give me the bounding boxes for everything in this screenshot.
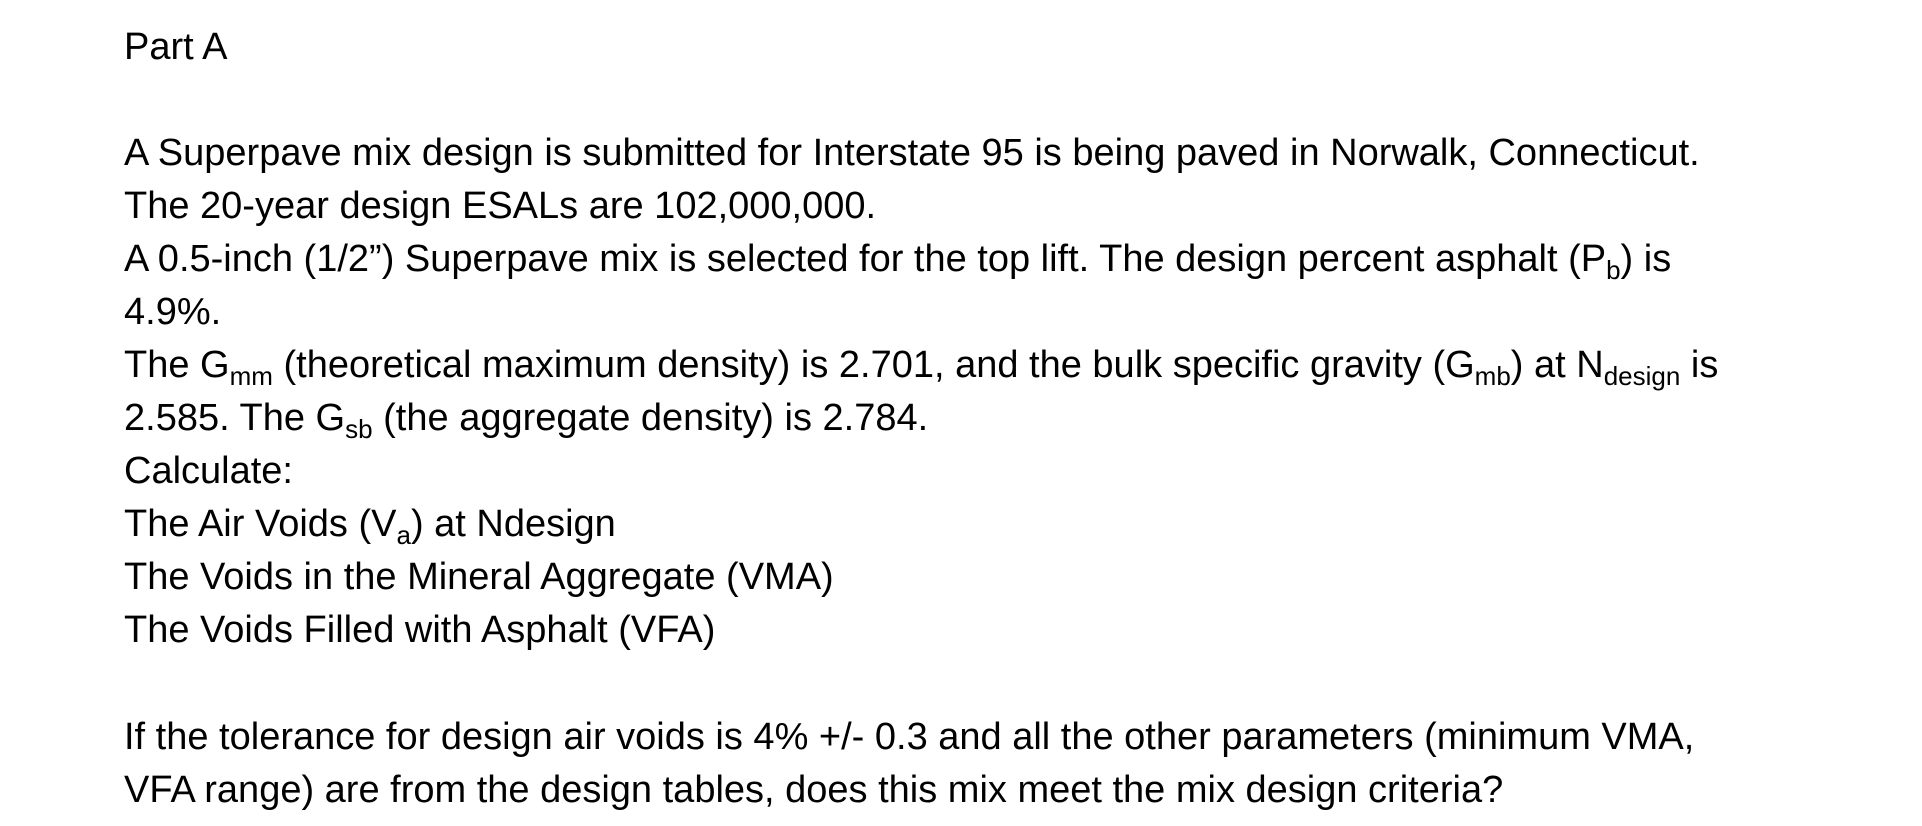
problem-line-6 [124, 395, 929, 444]
subscript-mm: mm [229, 361, 273, 391]
subscript-a: a [396, 520, 411, 550]
problem-line-2: The 20-year design ESALs are 102,000,000. [124, 185, 877, 227]
text-segment: A 0.5-inch (1/2”) Superpave mix is selected for the top lift. The design percent asphalt (P [124, 238, 1607, 280]
text-segment: (the aggregate density) is 2.784. [372, 397, 929, 439]
subscript-b: b [1606, 255, 1621, 285]
text-segment: The Air Voids (V [124, 503, 397, 545]
calc-item-vfa: The Voids Filled with Asphalt (VFA) [124, 609, 716, 651]
question-line-2: VFA range) are from the design tables, does this mix meet the mix design criteria? [124, 769, 1504, 811]
calc-item-air-voids [124, 501, 616, 550]
problem-line-4: 4.9%. [124, 291, 222, 333]
text-segment: ) at N [1510, 344, 1604, 386]
subscript-sb: sb [345, 414, 373, 444]
text-segment: ) is [1620, 238, 1672, 280]
subscript-design: design [1603, 361, 1681, 391]
question-line-1: If the tolerance for design air voids is 4% +/- 0.3 and all the other parameters (minimum VMA, [124, 716, 1695, 758]
text-segment: 2.585. The G [124, 397, 346, 439]
calculate-label: Calculate: [124, 450, 293, 492]
text-segment: is [1680, 344, 1719, 386]
part-title: Part A [124, 26, 228, 68]
text-segment: (theoretical maximum density) is 2.701, and the bulk specific gravity (G [272, 344, 1475, 386]
calc-item-vma: The Voids in the Mineral Aggregate (VMA) [124, 556, 834, 598]
subscript-mb: mb [1474, 361, 1511, 391]
text-segment: The G [124, 344, 230, 386]
problem-line-3 [124, 236, 1672, 285]
problem-line-5 [124, 342, 1719, 391]
text-segment: ) at Ndesign [410, 503, 616, 545]
problem-line-1: A Superpave mix design is submitted for Interstate 95 is being paved in Norwalk, Connecticut. [124, 132, 1700, 174]
